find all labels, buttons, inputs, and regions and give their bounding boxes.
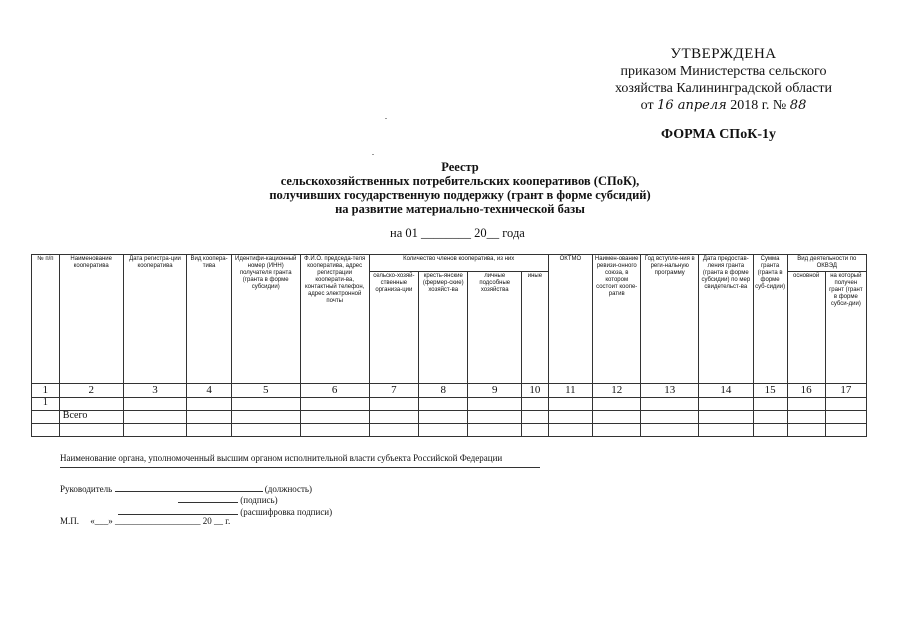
col-number: 14 <box>699 384 754 398</box>
row-number: 1 <box>32 398 60 411</box>
form-code: ФОРМА СПоК-1у <box>661 127 777 142</box>
column-number-row <box>32 384 867 398</box>
head-label: Руководитель <box>60 484 113 494</box>
col-number: 8 <box>419 384 468 398</box>
header-program-year: Год вступле-ния в реги-нальную программу <box>641 255 699 384</box>
scan-speck <box>372 154 374 155</box>
col-number: 4 <box>187 384 231 398</box>
signature-hint: (подпись) <box>240 495 278 505</box>
header-okved-group: Вид деятельности по ОКВЭД <box>787 255 866 272</box>
approval-number-handwritten: 88 <box>789 98 807 113</box>
header-other: иные <box>522 272 549 384</box>
col-number: 15 <box>753 384 787 398</box>
col-number: 3 <box>123 384 187 398</box>
header-okved-grant: на который получен грант (грант в форме субси-дии) <box>825 272 866 384</box>
col-number: 6 <box>300 384 369 398</box>
approval-line-2: хозяйства Калининградской области <box>614 81 832 96</box>
header-chairman: Ф.И.О. председа-теля кооператива, адрес регистрации кооперати-ва, контактный телефон, адрес электронной почты <box>300 255 369 384</box>
approval-block <box>615 46 832 114</box>
decode-hint: (расшифровка подписи) <box>240 507 333 517</box>
report-date-line: на 01 ________ 20__ года <box>390 226 525 240</box>
decode-blank <box>118 505 238 515</box>
col-number: 10 <box>522 384 549 398</box>
stamp-date-line <box>60 516 230 526</box>
header-members-group: Количество членов кооператива, из них <box>369 255 548 272</box>
header-coop-name: Наименование кооператива <box>59 255 123 384</box>
approval-date-prefix: от <box>640 98 654 113</box>
organ-label: Наименование органа, уполномоченный высшим органом исполнительной власти субъекта Российской Федерации <box>60 453 503 463</box>
header-agri-orgs: сельско-хозяй-ственные организа-ции <box>369 272 418 384</box>
header-okved-main: основной <box>787 272 825 384</box>
organ-name-line <box>60 467 540 468</box>
header-num: № п/п <box>32 255 60 384</box>
col-number: 16 <box>787 384 825 398</box>
header-grant-date: Дата предостав-ления гранта (гранта в форме субсидии) по мер свидетельст-ва <box>699 255 754 384</box>
stamp-label: М.П. <box>60 516 80 526</box>
header-coop-type: Вид коопера-тива <box>187 255 231 384</box>
registry-table <box>31 254 867 437</box>
table-row-empty <box>32 424 867 437</box>
table-row <box>32 398 867 411</box>
date-tail: «___» ___________________ 20 __ г. <box>90 516 231 526</box>
approval-date <box>615 97 832 114</box>
header-farms: кресть-янские (фермер-ские) хозяйст-ва <box>419 272 468 384</box>
header-grant-amount: Сумма гранта (гранта в форме суб-сидии) <box>753 255 787 384</box>
heading-line-3: получивших государственную поддержку (грант в форме субсидий) <box>269 188 651 202</box>
approval-date-handwritten: 16 апреля <box>657 98 727 113</box>
col-number: 1 <box>32 384 60 398</box>
heading-line-2: сельскохозяйственных потребительских кооперативов (СПоК), <box>280 174 640 188</box>
header-oktmo: ОКТМО <box>548 255 592 384</box>
total-label: Всего <box>59 411 123 424</box>
approval-date-suffix: 2018 г. № <box>730 98 787 113</box>
document-heading <box>200 160 720 216</box>
heading-line-4: на развитие материально-технической базы <box>335 202 585 216</box>
header-reg-date: Дата регистра-ции кооператива <box>123 255 187 384</box>
approval-line-1: приказом Министерства сельского <box>620 64 827 79</box>
col-number: 5 <box>231 384 300 398</box>
col-number: 11 <box>548 384 592 398</box>
approval-title: УТВЕРЖДЕНА <box>670 46 777 62</box>
signature-blank <box>178 493 238 503</box>
col-number: 2 <box>59 384 123 398</box>
col-number: 9 <box>468 384 522 398</box>
col-number: 7 <box>369 384 418 398</box>
col-number: 12 <box>593 384 641 398</box>
scan-speck <box>385 118 387 119</box>
col-number: 13 <box>641 384 699 398</box>
signature-line <box>178 493 278 505</box>
heading-line-1: Реестр <box>441 160 479 174</box>
position-blank <box>115 482 263 492</box>
header-personal-farms: личные подсобные хозяйства <box>468 272 522 384</box>
table-row-total <box>32 411 867 424</box>
position-hint: (должность) <box>264 484 313 494</box>
header-inn: Идентифи-кационный номер (ИНН) получателя гранта (гранта в форме субсидии) <box>231 255 300 384</box>
col-number: 17 <box>825 384 866 398</box>
header-audit-union: Наимен-ование ревизи-онного союза, в котором состоит коопе-ратив <box>593 255 641 384</box>
